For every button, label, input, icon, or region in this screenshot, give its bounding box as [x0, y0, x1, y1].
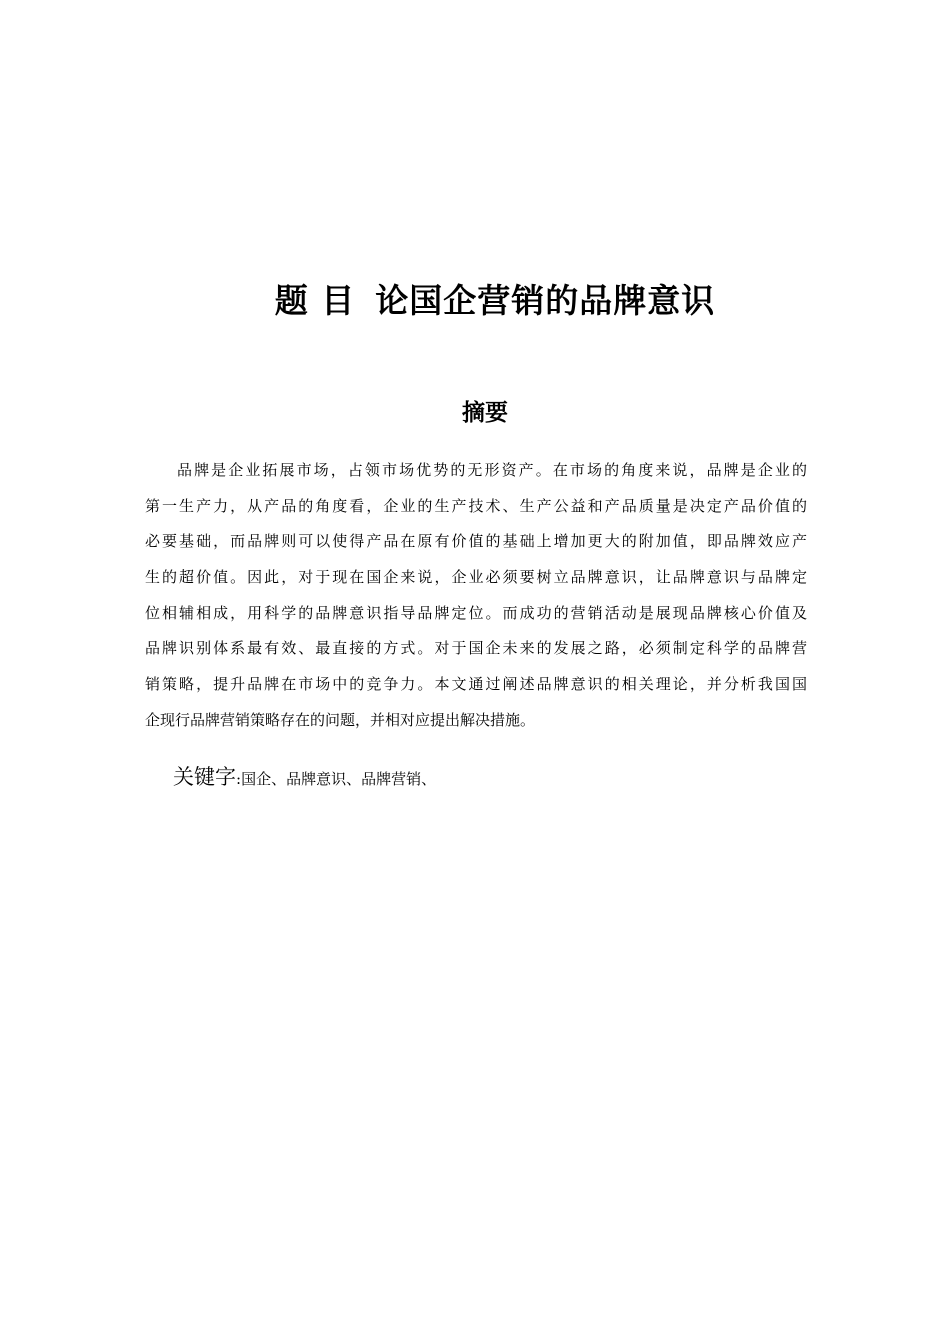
keywords-label: 关键字 — [173, 765, 236, 789]
abstract-line: 第一生产力，从产品的角度看，企业的生产技术、生产公益和产品质量是决定产品价值的 — [145, 496, 807, 515]
keywords-row — [173, 760, 436, 796]
abstract-line: 销策略，提升品牌在市场中的竞争力。本文通过阐述品牌意识的相关理论，并分析我国国 — [145, 675, 807, 694]
abstract-heading: 摘要 — [462, 400, 508, 426]
abstract-line: 企现行品牌营销策略存在的问题，并相对应提出解决措施。 — [145, 710, 536, 729]
document-title — [0, 279, 950, 323]
abstract-line: 必要基础，而品牌则可以使得产品在原有价值的基础上增加更大的附加值，即品牌效应产 — [145, 532, 807, 551]
title-text: 论国企营销的品牌意识 — [375, 281, 716, 320]
abstract-line: 品牌是企业拓展市场，占领市场优势的无形资产。在市场的角度来说，品牌是企业的 — [177, 461, 807, 479]
keywords-value: 国企、品牌意识、品牌营销、 — [241, 770, 437, 788]
abstract-line: 生的超价值。因此，对于现在国企来说，企业必须要树立品牌意识，让品牌意识与品牌定 — [145, 568, 807, 587]
keywords-separator: : — [236, 770, 242, 788]
abstract-body — [145, 453, 807, 739]
title-prefix: 题 目 — [274, 281, 356, 320]
abstract-line: 品牌识别体系最有效、最直接的方式。对于国企未来的发展之路，必须制定科学的品牌营 — [145, 639, 807, 658]
abstract-line: 位相辅相成，用科学的品牌意识指导品牌定位。而成功的营销活动是展现品牌核心价值及 — [145, 603, 807, 622]
